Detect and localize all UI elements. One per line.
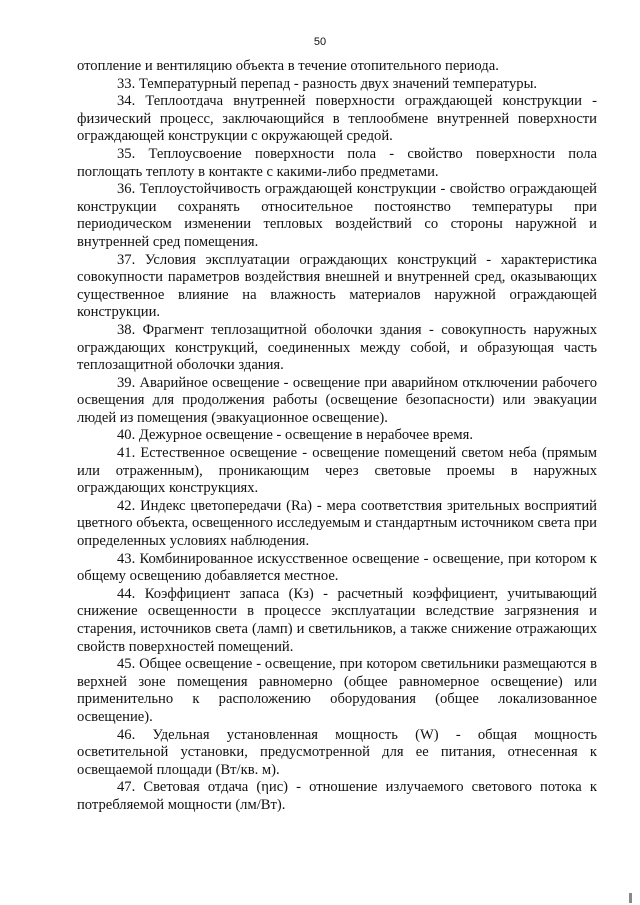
paragraph-item-44: 44. Коэффициент запаса (Кз) - расчетный коэффициент, учитывающий снижение освещенности в процессе эксплуатации вследствие загрязнения и старения, источников света (ламп) и светильников, а также снижение отражающих свойств поверхностей помещений.	[77, 585, 597, 655]
document-body	[77, 58, 597, 815]
paragraph-item-34: 34. Теплоотдача внутренней поверхности ограждающей конструкции - физический процесс, заключающийся в теплообмене внутренней поверхности ограждающей конструкции с окружающей средой.	[77, 93, 597, 145]
paragraph-item-43: 43. Комбинированное искусственное освещение - освещение, при котором к общему освещению добавляется местное.	[77, 550, 597, 585]
paragraph-item-35: 35. Теплоусвоение поверхности пола - свойство поверхности пола поглощать теплоту в контакте с какими-либо предметами.	[77, 145, 597, 180]
paragraph-item-38: 38. Фрагмент теплозащитной оболочки здания - совокупность наружных ограждающих конструкций, соединенных между собой, и образующая часть теплозащитной оболочки здания.	[77, 321, 597, 374]
paragraph-continuation: отопление и вентиляцию объекта в течение отопительного периода.	[77, 58, 499, 74]
paragraph-item-40: 40. Дежурное освещение - освещение в нерабочее время.	[117, 427, 474, 444]
scan-edge-mark	[629, 893, 632, 903]
paragraph-item-42: 42. Индекс цветопередачи (Ra) - мера соответствия зрительных восприятий цветного объекта, освещенного исследуемым и стандартным источником света при определенных условиях наблюдения.	[77, 497, 597, 550]
paragraph-item-37: 37. Условия эксплуатации ограждающих конструкций - характеристика совокупности параметров воздействия внешней и внутренней сред, оказывающих существенное влияние на влажность материалов наружной ограждающей конструкции.	[77, 251, 597, 321]
paragraph-item-45: 45. Общее освещение - освещение, при котором светильники размещаются в верхней зоне помещения равномерно (общее равномерное освещение) или применительно к расположению оборудования (общее локализованное освещение).	[77, 656, 597, 725]
page-number: 50	[313, 36, 327, 48]
paragraph-item-36: 36. Теплоустойчивость ограждающей конструкции - свойство ограждающей конструкции сохранять относительное постоянство температуры при периодическом изменении тепловых воздействий со стороны наружной и внутренней сред помещения.	[77, 181, 597, 250]
paragraph-item-33: 33. Температурный перепад - разность двух значений температуры.	[117, 75, 538, 92]
paragraph-item-39: 39. Аварийное освещение - освещение при аварийном отключении рабочего освещения для продолжения работы (освещение безопасности) или эвакуации людей из помещения (эвакуационное освещение).	[77, 374, 597, 426]
paragraph-item-46: 46. Удельная установленная мощность (W) - общая мощность осветительной установки, предусмотренной для ее питания, отнесенная к освещаемой площади (Вт/кв. м).	[77, 726, 597, 778]
paragraph-item-41: 41. Естественное освещение - освещение помещений светом неба (прямым или отраженным), проникающим через световые проемы в наружных ограждающих конструкциях.	[77, 445, 597, 497]
paragraph-item-47: 47. Световая отдача (ηис) - отношение излучаемого светового потока к потребляемой мощности (лм/Вт).	[77, 779, 597, 813]
